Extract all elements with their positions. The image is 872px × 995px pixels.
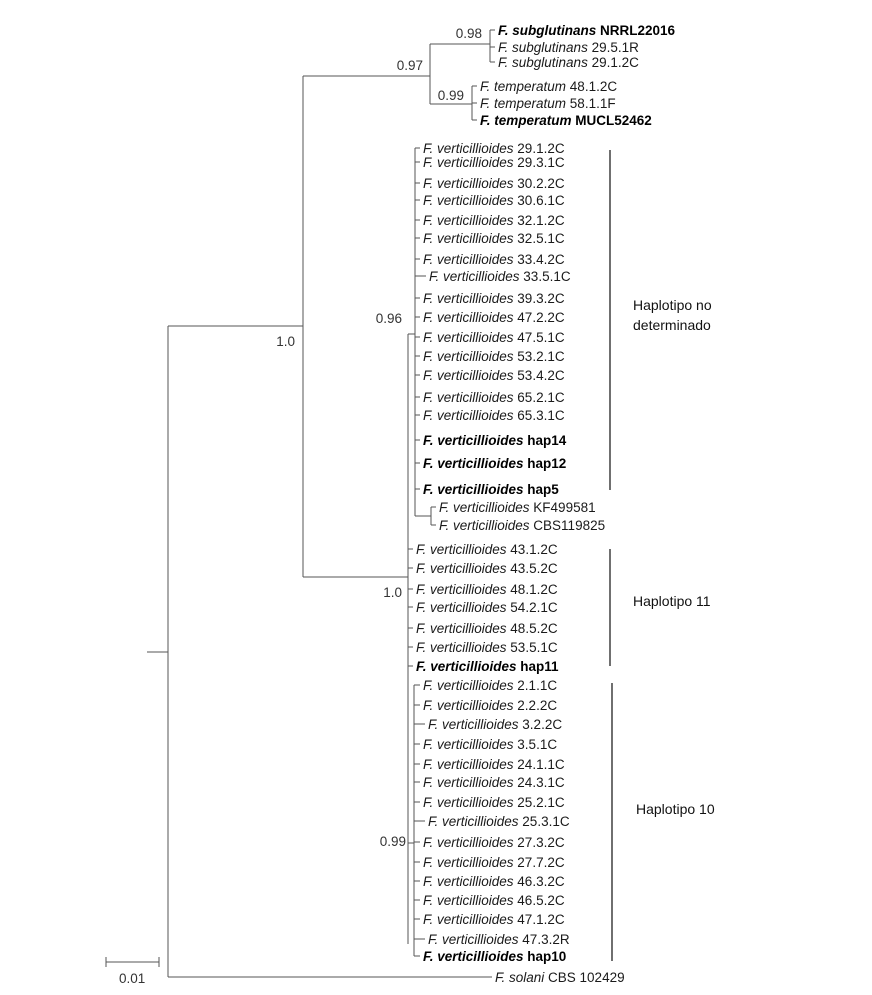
support-subglutinans: 0.98 xyxy=(455,26,482,41)
clade-label-no-determinado: Haplotipo no determinado xyxy=(633,297,712,333)
leaf-strain-id: 29.1.2C xyxy=(587,55,639,70)
leaf-strain-id: 47.3.2R xyxy=(518,932,570,947)
leaf-strain-id: 54.2.1C xyxy=(506,600,558,615)
leaf-species: F. temperatum xyxy=(480,79,567,94)
leaf-species: F. verticillioides xyxy=(416,600,507,615)
leaf-strain-id: hap14 xyxy=(523,433,567,448)
leaf-label-upper-10 xyxy=(423,330,565,345)
leaf-strain-id: hap12 xyxy=(523,456,567,471)
leaf-label-hap10-9 xyxy=(423,855,565,870)
leaf-species: F. verticillioides xyxy=(423,390,514,405)
leaf-strain-id: 58.1.1F xyxy=(566,96,616,111)
leaf-strain-id: 65.3.1C xyxy=(513,408,565,423)
leaf-species: F. verticillioides xyxy=(423,482,524,497)
leaf-species: F. verticillioides xyxy=(423,252,514,267)
leaf-species: F. verticillioides xyxy=(416,621,507,636)
leaf-strain-id: 48.1.2C xyxy=(506,582,558,597)
leaf-strain-id: 65.2.1C xyxy=(513,390,565,405)
leaf-label-hap10-13 xyxy=(428,932,570,947)
leaf-species: F. verticillioides xyxy=(423,757,514,772)
leaf-label-upper-14 xyxy=(423,408,565,423)
leaf-strain-id: 3.5.1C xyxy=(513,737,558,752)
leaf-label-upper-2 xyxy=(423,176,565,191)
leaf-species: F. verticillioides xyxy=(423,291,514,306)
leaf-strain-id: 53.5.1C xyxy=(506,640,558,655)
leaf-species: F. temperatum xyxy=(480,113,572,128)
leaf-label-hap10-10 xyxy=(423,874,565,889)
leaf-species: F. verticillioides xyxy=(429,269,520,284)
leaf-strain-id: 48.5.2C xyxy=(506,621,558,636)
leaf-label-temperatum-0 xyxy=(480,79,617,94)
leaf-strain-id: 30.2.2C xyxy=(513,176,565,191)
leaf-species: F. temperatum xyxy=(480,96,567,111)
leaf-strain-id: 2.2.2C xyxy=(513,698,558,713)
leaf-strain-id: hap10 xyxy=(523,949,567,964)
leaf-species: F. verticillioides xyxy=(423,176,514,191)
leaf-strain-id: 53.4.2C xyxy=(513,368,565,383)
leaf-label-hap10-2 xyxy=(428,717,562,732)
leaf-species: F. verticillioides xyxy=(423,775,514,790)
leaf-species: F. verticillioides xyxy=(423,433,524,448)
leaf-label-hap10-8 xyxy=(423,835,565,850)
leaf-label-kf-0 xyxy=(439,500,596,515)
leaf-label-hap11-3 xyxy=(416,600,558,615)
leaf-strain-id: KF499581 xyxy=(529,500,596,515)
leaf-label-hap11-6 xyxy=(416,659,559,674)
leaf-label-temperatum-1 xyxy=(480,96,616,111)
leaf-species: F. verticillioides xyxy=(416,640,507,655)
leaf-label-hap10-11 xyxy=(423,893,565,908)
leaf-species: F. verticillioides xyxy=(428,932,519,947)
leaf-label-upper-7 xyxy=(429,269,571,284)
leaf-label-upper-15 xyxy=(423,433,567,448)
support-upper-vert: 0.96 xyxy=(375,311,402,326)
leaf-strain-id: CBS 102429 xyxy=(544,970,625,985)
leaf-label-upper-1 xyxy=(423,155,565,170)
leaf-strain-id: 48.1.2C xyxy=(566,79,618,94)
leaf-strain-id: 47.2.2C xyxy=(513,310,565,325)
leaf-label-outgroup-0 xyxy=(495,970,625,985)
support-subglut-temp: 0.97 xyxy=(396,58,423,73)
leaf-species: F. verticillioides xyxy=(423,155,514,170)
leaf-label-subglutinans-0 xyxy=(498,23,676,38)
leaf-strain-id: 25.2.1C xyxy=(513,795,565,810)
leaf-label-hap10-6 xyxy=(423,795,565,810)
leaf-label-hap11-1 xyxy=(416,561,558,576)
leaf-label-subglutinans-1 xyxy=(498,40,639,55)
leaf-species: F. subglutinans xyxy=(498,40,588,55)
leaf-species: F. verticillioides xyxy=(423,678,514,693)
leaf-label-upper-13 xyxy=(423,390,565,405)
leaf-label-upper-0 xyxy=(423,141,565,156)
leaf-species: F. verticillioides xyxy=(423,949,524,964)
leaf-species: F. verticillioides xyxy=(439,500,530,515)
leaf-label-upper-16 xyxy=(423,456,566,471)
leaf-label-temperatum-2 xyxy=(480,113,652,128)
leaf-label-upper-17 xyxy=(423,482,559,497)
leaf-species: F. verticillioides xyxy=(423,349,514,364)
leaf-strain-id: 39.3.2C xyxy=(513,291,565,306)
leaf-label-upper-5 xyxy=(423,231,565,246)
support-temperatum: 0.99 xyxy=(437,88,464,103)
leaf-label-hap11-2 xyxy=(416,582,558,597)
leaf-label-hap10-5 xyxy=(423,775,565,790)
leaf-species: F. verticillioides xyxy=(423,193,514,208)
leaf-strain-id: NRRL22016 xyxy=(596,23,676,38)
leaf-strain-id: 27.3.2C xyxy=(513,835,565,850)
leaf-label-hap10-7 xyxy=(428,814,570,829)
support-verticillioides: 1.0 xyxy=(383,585,402,600)
leaf-species: F. subglutinans xyxy=(498,23,597,38)
leaf-species: F. verticillioides xyxy=(423,456,524,471)
leaf-species: F. solani xyxy=(495,970,545,985)
leaf-strain-id: 27.7.2C xyxy=(513,855,565,870)
leaf-species: F. verticillioides xyxy=(423,213,514,228)
leaf-species: F. verticillioides xyxy=(423,310,514,325)
leaf-strain-id: CBS119825 xyxy=(529,518,606,533)
leaf-species: F. verticillioides xyxy=(423,231,514,246)
leaf-species: F. verticillioides xyxy=(423,698,514,713)
leaf-species: F. verticillioides xyxy=(423,795,514,810)
leaf-label-hap11-5 xyxy=(416,640,558,655)
leaf-species: F. verticillioides xyxy=(428,717,519,732)
leaf-strain-id: 46.5.2C xyxy=(513,893,565,908)
leaf-strain-id: 24.3.1C xyxy=(513,775,565,790)
leaf-label-hap10-4 xyxy=(423,757,565,772)
clade-label-hap11: Haplotipo 11 xyxy=(633,593,711,609)
leaf-strain-id: 29.5.1R xyxy=(587,40,639,55)
leaf-strain-id: 53.2.1C xyxy=(513,349,565,364)
leaf-label-upper-9 xyxy=(423,310,565,325)
scale-bar xyxy=(106,957,159,986)
leaf-label-upper-11 xyxy=(423,349,565,364)
clade-label-hap10: Haplotipo 10 xyxy=(636,801,715,817)
leaf-strain-id: 24.1.1C xyxy=(513,757,565,772)
leaf-species: F. verticillioides xyxy=(416,582,507,597)
leaf-strain-id: 47.5.1C xyxy=(513,330,565,345)
leaf-strain-id: 32.1.2C xyxy=(513,213,565,228)
leaf-strain-id: 33.5.1C xyxy=(519,269,571,284)
leaf-species: F. verticillioides xyxy=(439,518,530,533)
support-hap10: 0.99 xyxy=(379,834,406,849)
leaf-label-hap10-12 xyxy=(423,912,565,927)
leaf-strain-id: MUCL52462 xyxy=(571,113,652,128)
leaf-label-hap10-0 xyxy=(423,678,557,693)
leaf-label-subglutinans-2 xyxy=(498,55,639,70)
leaf-species: F. verticillioides xyxy=(416,542,507,557)
leaf-strain-id: hap5 xyxy=(523,482,559,497)
leaf-strain-id: 33.4.2C xyxy=(513,252,565,267)
leaf-species: F. verticillioides xyxy=(428,814,519,829)
leaf-label-hap10-14 xyxy=(423,949,566,964)
leaf-label-hap11-4 xyxy=(416,621,558,636)
leaf-strain-id: 30.6.1C xyxy=(513,193,565,208)
leaf-species: F. verticillioides xyxy=(416,561,507,576)
scale-bar-label: 0.01 xyxy=(119,971,146,986)
leaf-strain-id: 43.5.2C xyxy=(506,561,558,576)
leaf-label-upper-6 xyxy=(423,252,565,267)
leaf-species: F. verticillioides xyxy=(423,893,514,908)
leaf-species: F. verticillioides xyxy=(423,408,514,423)
leaf-species: F. verticillioides xyxy=(423,912,514,927)
leaf-species: F. verticillioides xyxy=(423,737,514,752)
leaf-strain-id: 43.1.2C xyxy=(506,542,558,557)
leaf-strain-id: hap11 xyxy=(516,659,559,674)
leaf-species: F. verticillioides xyxy=(423,874,514,889)
leaf-strain-id: 25.3.1C xyxy=(518,814,570,829)
leaf-strain-id: 29.1.2C xyxy=(513,141,565,156)
clade-annotations xyxy=(610,150,716,961)
leaf-layer xyxy=(408,23,676,985)
leaf-label-upper-4 xyxy=(423,213,565,228)
support-main-clade: 1.0 xyxy=(276,334,295,349)
leaf-label-upper-12 xyxy=(423,368,565,383)
leaf-species: F. verticillioides xyxy=(416,659,517,674)
leaf-species: F. verticillioides xyxy=(423,835,514,850)
leaf-strain-id: 47.1.2C xyxy=(513,912,565,927)
leaf-species: F. subglutinans xyxy=(498,55,588,70)
leaf-species: F. verticillioides xyxy=(423,855,514,870)
leaf-label-kf-1 xyxy=(439,518,605,533)
leaf-species: F. verticillioides xyxy=(423,141,514,156)
leaf-strain-id: 2.1.1C xyxy=(513,678,558,693)
leaf-strain-id: 46.3.2C xyxy=(513,874,565,889)
leaf-label-hap11-0 xyxy=(416,542,558,557)
leaf-species: F. verticillioides xyxy=(423,330,514,345)
leaf-label-hap10-1 xyxy=(423,698,557,713)
leaf-strain-id: 32.5.1C xyxy=(513,231,565,246)
leaf-species: F. verticillioides xyxy=(423,368,514,383)
leaf-strain-id: 3.2.2C xyxy=(518,717,563,732)
leaf-label-upper-3 xyxy=(423,193,565,208)
leaf-strain-id: 29.3.1C xyxy=(513,155,565,170)
leaf-label-upper-8 xyxy=(423,291,565,306)
leaf-label-hap10-3 xyxy=(423,737,557,752)
